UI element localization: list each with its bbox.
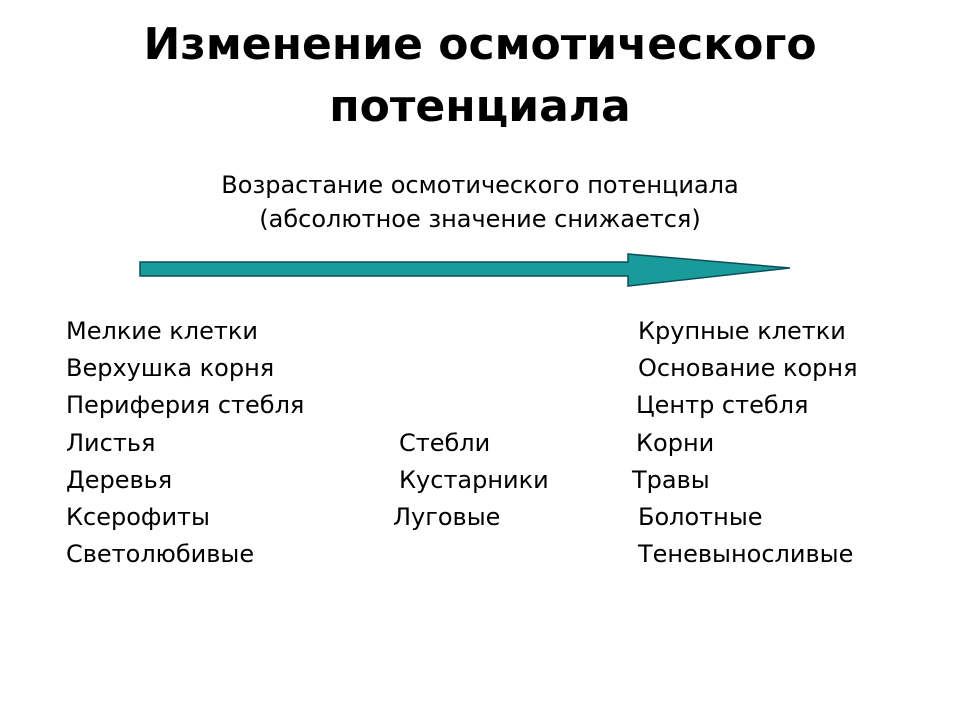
comparison-row bbox=[0, 386, 960, 424]
arrow-caption bbox=[0, 168, 960, 236]
slide-title bbox=[0, 14, 960, 138]
comparison-row bbox=[0, 424, 960, 462]
comparison-row-left: Мелкие клетки bbox=[66, 317, 258, 345]
comparison-row-middle: Стебли bbox=[399, 429, 491, 457]
comparison-row-right: Основание корня bbox=[638, 354, 858, 382]
direction-arrow bbox=[138, 252, 794, 288]
comparison-row-left: Периферия стебля bbox=[66, 391, 305, 419]
arrow-caption-line-1: Возрастание осмотического потенциала bbox=[221, 171, 739, 199]
comparison-row bbox=[0, 461, 960, 499]
comparison-row-right: Крупные клетки bbox=[638, 317, 846, 345]
comparison-row-left: Светолюбивые bbox=[66, 540, 255, 568]
direction-arrow-shape bbox=[140, 254, 790, 286]
comparison-row-left: Деревья bbox=[66, 466, 173, 494]
comparison-row-left: Ксерофиты bbox=[66, 503, 210, 531]
comparison-row-right: Болотные bbox=[638, 503, 763, 531]
comparison-row-right: Центр стебля bbox=[636, 391, 809, 419]
comparison-row-right: Корни bbox=[636, 429, 715, 457]
comparison-row-left: Верхушка корня bbox=[66, 354, 275, 382]
comparison-row-right: Травы bbox=[632, 466, 710, 494]
slide-title-line-2: потенциала bbox=[329, 81, 631, 132]
comparison-row bbox=[0, 498, 960, 536]
slide-title-line-1: Изменение осмотического bbox=[143, 19, 817, 70]
comparison-row bbox=[0, 312, 960, 350]
comparison-row-left: Листья bbox=[66, 429, 156, 457]
comparison-row bbox=[0, 535, 960, 573]
comparison-row-middle: Луговые bbox=[393, 503, 501, 531]
comparison-row bbox=[0, 349, 960, 387]
arrow-caption-line-2: (абсолютное значение снижается) bbox=[259, 205, 701, 233]
comparison-row-middle: Кустарники bbox=[399, 466, 549, 494]
comparison-row-right: Теневыносливые bbox=[638, 540, 854, 568]
